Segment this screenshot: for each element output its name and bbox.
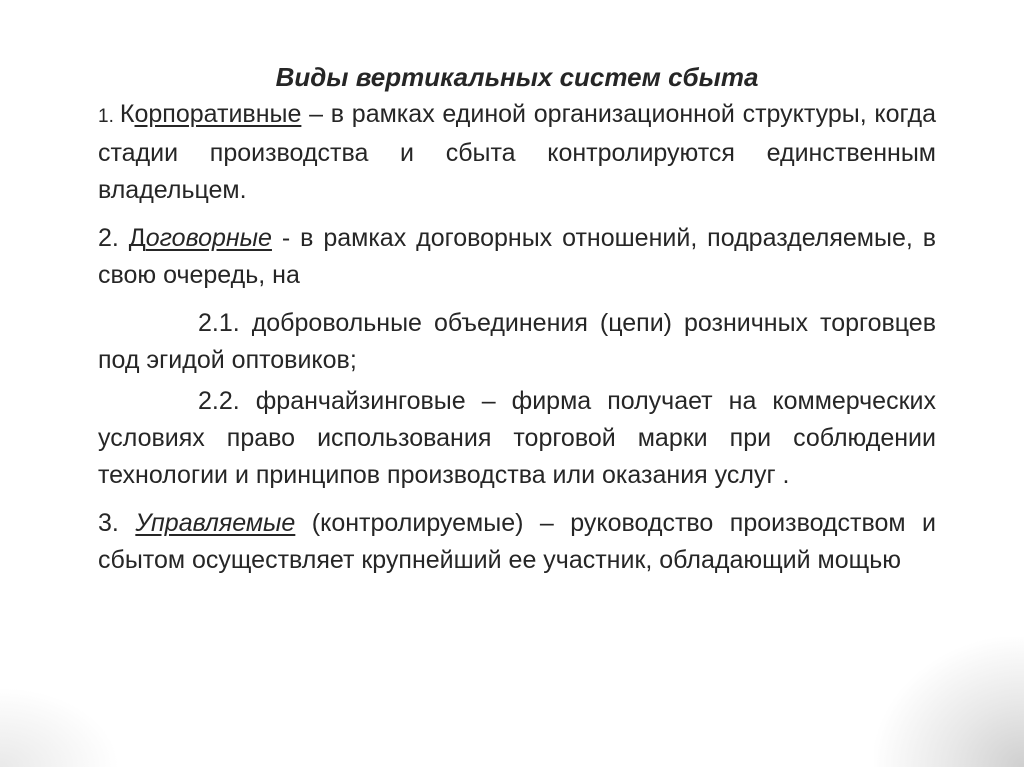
contractual-description: - в рамках договорных отношений, подразделяемые, в свою очередь, на xyxy=(98,224,937,289)
item-number-3: 3. xyxy=(98,509,136,537)
administered-description: (контролируемые) – руководство производством и сбытом осуществляет крупнейший ее участник, обладающий мощью xyxy=(98,509,937,574)
paragraph-voluntary-chains: 2.1. добровольные объединения (цепи) розничных торговцев под эгидой оптовиков; xyxy=(98,309,936,374)
item-number-2: 2. xyxy=(98,224,129,252)
item-number-1: 1. xyxy=(98,106,120,127)
paragraph-corporate xyxy=(98,96,936,209)
term-administered: Управляемые xyxy=(135,509,296,537)
term-corporate-first-letter: К xyxy=(119,100,135,128)
slide-edge-shadow xyxy=(0,687,120,767)
term-corporate: орпоративные xyxy=(134,100,302,128)
paragraph-administered xyxy=(98,505,936,579)
corporate-description: – в рамках единой организационной структуры, когда стадии производства и сбыта контролируются единственным владельцем. xyxy=(98,100,936,204)
term-contractual-first-letter: Д xyxy=(128,224,146,252)
paragraph-contractual xyxy=(98,220,936,294)
term-contractual: оговорные xyxy=(145,224,272,252)
page-curl-shadow xyxy=(874,637,1024,767)
paragraph-franchise: 2.2. франчайзинговые – фирма получает на коммерческих условиях право использования торговой марки при соблюдении технологии и принципов производства или оказания услуг . xyxy=(98,387,936,489)
slide-title: Виды вертикальных систем сбыта xyxy=(275,62,759,92)
slide-content xyxy=(98,60,936,579)
